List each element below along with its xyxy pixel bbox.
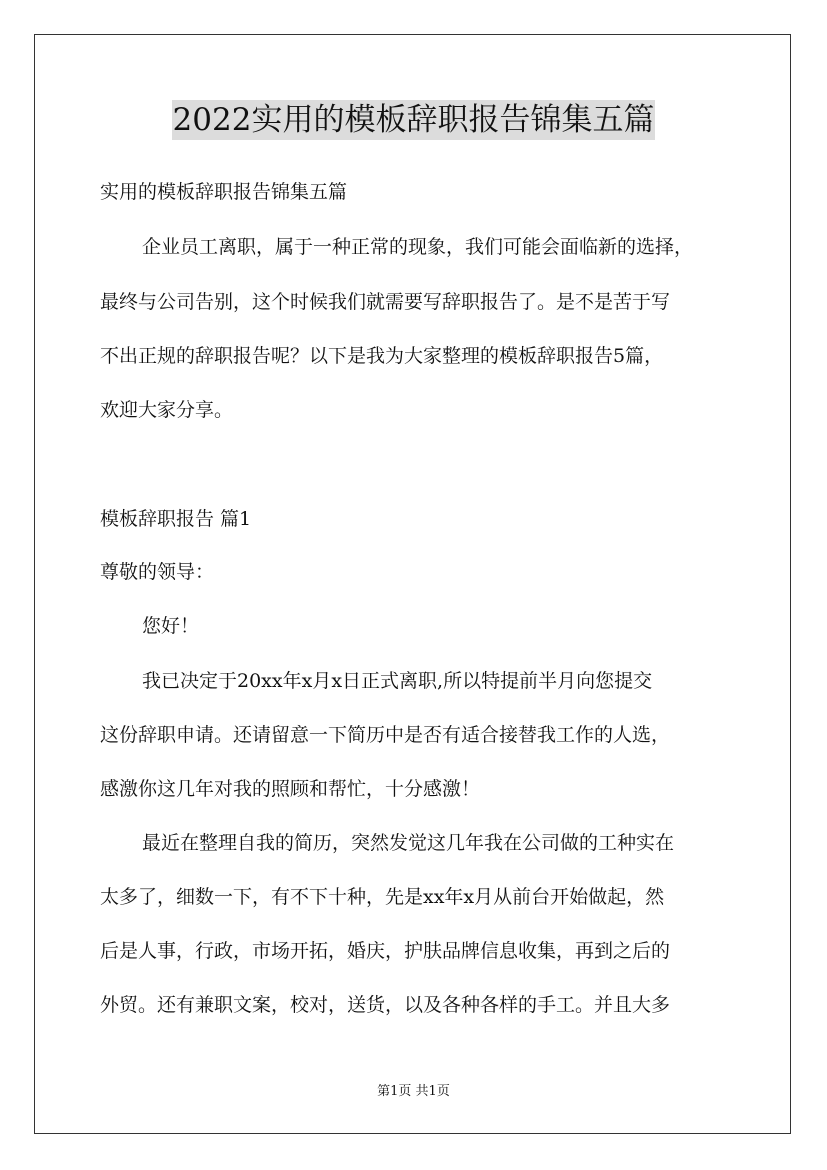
salutation: 尊敬的领导： — [100, 561, 215, 583]
paragraph-line: 感激你这几年对我的照顾和帮忙，十分感激！ — [100, 778, 481, 800]
intro-line: 不出正规的辞职报告呢？以下是我为大家整理的模板辞职报告5篇， — [100, 345, 664, 367]
section-heading: 模板辞职报告 篇1 — [100, 508, 252, 530]
document-subtitle: 实用的模板辞职报告锦集五篇 — [100, 181, 348, 203]
paragraph-line: 这份辞职申请。还请留意一下简历中是否有适合接替我工作的人选， — [100, 724, 671, 746]
document-title: 2022实用的模板辞职报告锦集五篇 — [172, 102, 655, 138]
intro-line: 欢迎大家分享。 — [100, 399, 234, 421]
paragraph-line: 外贸。还有兼职文案，校对，送货，以及各种各样的手工。并且大多 — [100, 994, 671, 1016]
paragraph-line: 后是人事，行政，市场开拓，婚庆，护肤品牌信息收集，再到之后的 — [100, 940, 671, 962]
intro-line: 企业员工离职，属于一种正常的现象，我们可能会面临新的选择， — [142, 236, 694, 258]
paragraph-line: 我已决定于20xx年x月x日正式离职,所以特提前半月向您提交 — [142, 670, 653, 692]
intro-line: 最终与公司告别，这个时候我们就需要写辞职报告了。是不是苦于写 — [100, 291, 671, 313]
paragraph-line: 太多了，细数一下，有不下十种，先是xx年x月从前台开始做起，然 — [100, 886, 665, 908]
greeting: 您好！ — [142, 615, 200, 637]
paragraph-line: 最近在整理自我的简历，突然发觉这几年我在公司做的工种实在 — [142, 832, 675, 854]
page-number: 第1页 共1页 — [377, 1084, 450, 1099]
title-container — [0, 100, 827, 140]
